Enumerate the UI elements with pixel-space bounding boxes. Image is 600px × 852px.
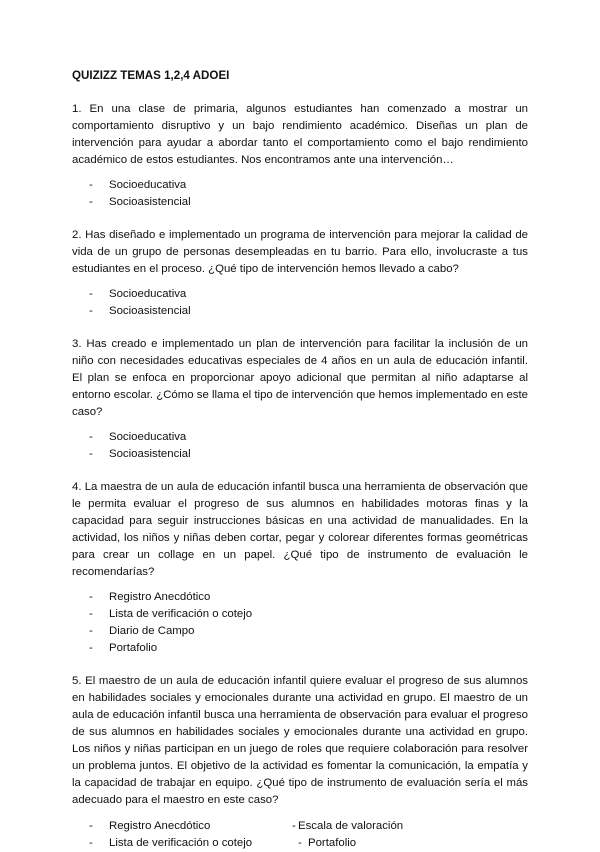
question-5-option-b: - Lista de verificación o cotejo [72, 835, 292, 852]
question-4-text: 4. La maestra de un aula de educación infantil busca una herramienta de observación que le permita evaluar el progreso de sus alumnos en habilidades motoras finas y la capacidad para seguir instrucciones básicas en una actividad de manualidades. En la actividad, los niños y niñas deben cortar, pegar y colorear diferentes formas geométricas para crear un collage en un papel. ¿Qué tipo de instrumento de evaluación le recomendarías? [72, 481, 528, 578]
question-3-options [72, 429, 528, 463]
question-4-option-c: - Diario de Campo [72, 623, 528, 640]
question-5-options [72, 818, 528, 852]
question-2-option-b: - Socioasistencial [72, 303, 528, 320]
document-page [72, 67, 528, 852]
question-3-option-a: - Socioeducativa [72, 429, 528, 446]
document-title: QUIZIZZ TEMAS 1,2,4 ADOEI [72, 69, 230, 82]
question-5-option-d: - Portafolio [292, 835, 528, 852]
question-3-text: 3. Has creado e implementado un plan de intervención para facilitar la inclusión de un niño con necesidades educativas especiales de 4 años en un aula de educación infantil. El plan se enfoca en proporcionar apoyo adicional que permitan al niño adaptarse al entorno escolar. ¿Cómo se llama el tipo de intervención que hemos implementado en este caso? [72, 338, 528, 418]
question-4-option-a: - Registro Anecdótico [72, 589, 528, 606]
question-2-text: 2. Has diseñado e implementado un programa de intervención para mejorar la calidad de vida de un grupo de personas desempleadas en tu barrio. Para ello, involucraste a tus estudiantes en el proceso. ¿Qué tipo de intervención hemos llevado a cabo? [72, 229, 528, 275]
question-5-option-c: - Escala de valoración [292, 818, 528, 835]
question-1-text: 1. En una clase de primaria, algunos estudiantes han comenzado a mostrar un comportamiento disruptivo y un bajo rendimiento académico. Diseñas un plan de intervención para ayudar a abordar tanto el comportamiento como el bajo rendimiento académico de estos estudiantes. Nos encontramos ante una intervención… [72, 103, 528, 166]
question-5-option-a: - Registro Anecdótico [72, 818, 292, 835]
question-1-option-a: - Socioeducativa [72, 177, 528, 194]
question-4-option-d: - Portafolio [72, 640, 528, 657]
question-4-options [72, 589, 528, 657]
question-1-options [72, 177, 528, 211]
question-1-option-b: - Socioasistencial [72, 194, 528, 211]
question-2-options [72, 286, 528, 320]
question-2-option-a: - Socioeducativa [72, 286, 528, 303]
question-3-option-b: - Socioasistencial [72, 446, 528, 463]
question-4-option-b: - Lista de verificación o cotejo [72, 606, 528, 623]
question-5-text: 5. El maestro de un aula de educación infantil quiere evaluar el progreso de sus alumnos en habilidades sociales y emocionales durante una actividad en grupo. El maestro de un aula de educación infantil busca una herramienta de observación para evaluar el progreso de sus alumnos en habilidades sociales y emocionales durante una actividad en grupo. Los niños y niñas participan en un juego de roles que requiere colaboración para resolver un problema juntos. El objetivo de la actividad es fomentar la comunicación, la empatía y la capacidad de trabajar en equipo. ¿Qué tipo de instrumento de evaluación sería el más adecuado para el maestro en este caso? [72, 675, 528, 806]
